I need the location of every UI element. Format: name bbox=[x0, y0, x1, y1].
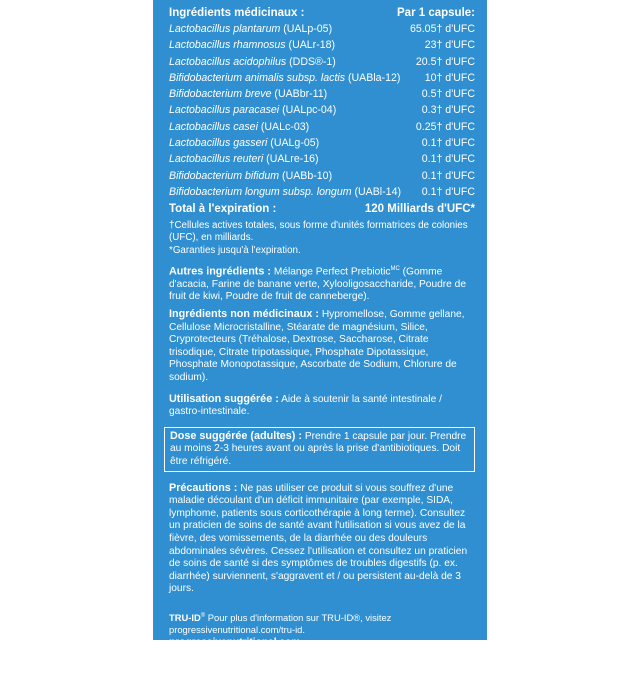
ingredient-amount: 0.1† d'UFC bbox=[421, 169, 475, 182]
ingredient-name bbox=[169, 39, 335, 55]
ingredient-row bbox=[169, 121, 475, 137]
ingredient-row bbox=[169, 56, 475, 72]
asterisk-note: *Garanties jusqu'à l'expiration. bbox=[169, 244, 301, 256]
ingredient-row bbox=[169, 39, 475, 55]
truid-text: Pour plus d'information sur TRU-ID®, visitez progressivenutritional.com/tru-id. bbox=[169, 612, 392, 636]
ingredient-amount: 0.5† d'UFC bbox=[421, 88, 475, 101]
ingredient-strain: (UABl-14) bbox=[351, 185, 401, 198]
dds-label: DDS bbox=[169, 655, 189, 667]
ingredient-strain: (UABb-10) bbox=[279, 169, 333, 182]
ingredient-name bbox=[169, 121, 309, 137]
non-medicinal-ingredients bbox=[169, 308, 475, 385]
ingredient-species: Bifidobacterium animalis subsp. lactis bbox=[169, 71, 346, 84]
ingredient-amount: 65.05† d'UFC bbox=[409, 23, 475, 35]
dds-registered-mark: ® bbox=[188, 656, 194, 663]
ingredient-species: Lactobacillus paracasei bbox=[169, 104, 280, 117]
ingredient-row bbox=[169, 23, 475, 39]
medicinal-ingredients-list bbox=[169, 23, 475, 202]
ingredient-amount: 10† d'UFC bbox=[424, 71, 475, 84]
suggested-dose-box bbox=[164, 427, 475, 472]
ingredient-amount: 0.1† d'UFC bbox=[421, 185, 475, 198]
supplement-label-panel bbox=[153, 0, 487, 679]
suggested-use-text: Aide à soutenir la santé intestinale / gastro-intestinale. bbox=[169, 393, 442, 418]
ingredient-row bbox=[169, 72, 475, 88]
ingredient-name bbox=[169, 72, 400, 88]
suggested-dose-text: Prendre 1 capsule par jour. Prendre au moins 2-3 heures avant ou après la prise d'antibiotiques. Doit être réfrigéré. bbox=[170, 430, 467, 467]
medicinal-ingredients-header bbox=[169, 6, 475, 23]
ingredient-species: Lactobacillus rhamnosus bbox=[169, 39, 286, 52]
ingredient-row bbox=[169, 186, 475, 202]
total-label: Total à l'expiration : bbox=[169, 203, 277, 216]
suggested-dose-label: Dose suggérée (adultes) : bbox=[170, 429, 302, 442]
ingredient-amount: 0.3† d'UFC bbox=[421, 104, 475, 117]
ingredient-amount: 0.1† d'UFC bbox=[421, 153, 475, 166]
ingredient-strain: (UALp-05) bbox=[280, 23, 333, 35]
truid-note bbox=[169, 610, 475, 636]
ingredient-name bbox=[169, 153, 319, 169]
ingredient-species: Bifidobacterium breve bbox=[169, 88, 272, 101]
ingredient-amount: 0.25† d'UFC bbox=[415, 120, 475, 133]
ingredient-row bbox=[169, 104, 475, 120]
ingredient-name bbox=[169, 170, 332, 186]
ingredient-strain: (UALpc-04) bbox=[279, 104, 337, 117]
per-capsule-heading: Par 1 capsule: bbox=[397, 7, 475, 19]
ingredient-species: Lactobacillus reuteri bbox=[169, 153, 264, 166]
ingredient-name bbox=[169, 88, 327, 104]
ingredient-row bbox=[169, 137, 475, 153]
ingredient-strain: (UALg-05) bbox=[267, 137, 320, 150]
other-ingredients bbox=[169, 263, 475, 304]
other-ingredients-label: Autres ingrédients : bbox=[169, 265, 271, 278]
ingredient-species: Lactobacillus plantarum bbox=[169, 23, 281, 35]
suggested-use-label: Utilisation suggérée : bbox=[169, 392, 279, 405]
ingredient-strain: (UALre-16) bbox=[263, 153, 319, 166]
precautions bbox=[169, 482, 475, 596]
ingredient-strain: (DDS®-1) bbox=[286, 55, 336, 68]
ingredient-name bbox=[169, 56, 336, 72]
ingredient-name bbox=[169, 23, 332, 39]
ingredient-amount: 23† d'UFC bbox=[424, 39, 475, 52]
ingredient-species: Bifidobacterium longum subsp. longum bbox=[169, 185, 352, 198]
ingredient-strain: (UABbr-11) bbox=[271, 88, 328, 101]
suggested-use bbox=[169, 393, 475, 419]
precautions-text: Ne pas utiliser ce produit si vous souffrez d'une maladie découlant d'un déficit immunitaire (par exemple, SIDA, lymphome, patients sous corticothérapie à long terme). Consultez un praticien de soins de santé avant l'utilisation si vous avez de la fièvre, des vomissements, de la diarrhée ou des douleurs abdominales sévères. Cessez l'utilisation et consultez un praticien de soins de santé si des symptômes de troubles digestifs (p. ex. diarrhée) surviennent, s'aggravent et / ou persistent au-delà de 3 jours. bbox=[169, 482, 468, 595]
ingredient-strain: (UALr-18) bbox=[285, 39, 336, 52]
ingredient-species: Lactobacillus gasseri bbox=[169, 137, 268, 150]
trademark-mark: MC bbox=[390, 265, 400, 272]
ingredient-strain: (UABla-12) bbox=[345, 71, 401, 84]
dagger-note: †Cellules actives totales, sous forme d'unités formatrices de colonies (UFC), en milliards. bbox=[169, 220, 468, 244]
truid-label: TRU-ID bbox=[169, 612, 201, 624]
truid-registered-mark: ® bbox=[200, 612, 206, 619]
label-content bbox=[169, 6, 475, 679]
total-value: 120 Milliards d'UFC* bbox=[364, 203, 475, 216]
ingredient-row bbox=[169, 153, 475, 169]
dds-trademark-note bbox=[169, 653, 475, 679]
medicinal-ingredients-heading: Ingrédients médicinaux : bbox=[169, 7, 305, 19]
other-ingredients-text-2: (Gomme d'acacia, Farine de banane verte, Xylooligosaccharide, Poudre de fruit de kiwi, Poudre de fruit de canneberge). bbox=[169, 266, 467, 303]
ingredient-amount: 0.1† d'UFC bbox=[421, 137, 475, 150]
ingredient-name bbox=[169, 137, 319, 153]
dds-text: est une marque déposée de Chr. Hansen A/S et utilisée sous licence. bbox=[169, 655, 450, 679]
ingredient-row bbox=[169, 88, 475, 104]
ingredient-species: Bifidobacterium bifidum bbox=[169, 169, 280, 182]
total-at-expiry-row bbox=[169, 202, 475, 220]
ingredient-name bbox=[169, 104, 336, 120]
non-medicinal-label: Ingrédients non médicinaux : bbox=[169, 308, 319, 321]
website-link[interactable]: progressivenutritional.com bbox=[169, 637, 301, 649]
non-medicinal-text: Hypromellose, Gomme gellane, Cellulose Microcristalline, Stéarate de magnésium, Silice, Cryprotecteurs (Tréhalose, Dextrose, Saccharose, Citrate trisodique, Citrate tripotassique, Phosphate Dipotassique, Phosphate Monopotassique, Ascorbate de Sodium, Chlorure de sodium). bbox=[169, 309, 465, 384]
other-ingredients-text: Mélange Perfect Prebiotic bbox=[271, 266, 391, 278]
precautions-label: Précautions : bbox=[169, 481, 238, 494]
ingredient-row bbox=[169, 170, 475, 186]
ingredient-species: Lactobacillus acidophilus bbox=[169, 55, 287, 68]
ingredient-species: Lactobacillus casei bbox=[169, 120, 258, 133]
ingredient-name bbox=[169, 186, 401, 202]
ingredient-strain: (UALc-03) bbox=[257, 120, 310, 133]
ingredient-amount: 20.5† d'UFC bbox=[415, 55, 475, 68]
